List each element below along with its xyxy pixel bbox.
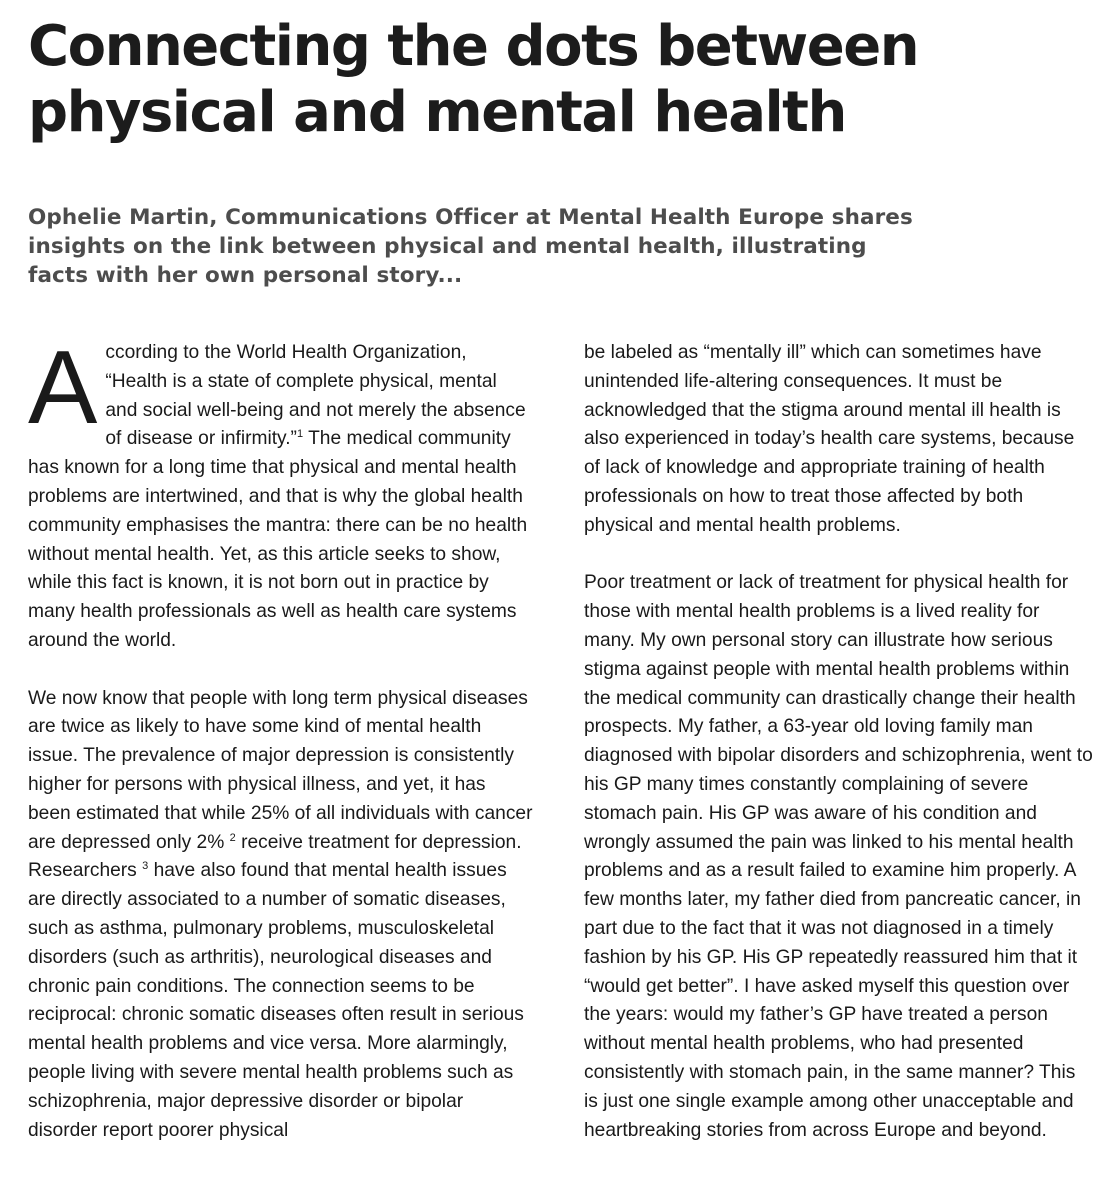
left-paragraph-2-text-c: have also found that mental health issues are directly associated to a number of somatic diseases, such as asthma, pulmonary problems, musculoskeletal disorders (such as arthritis), neurological diseases and chronic pain conditions. The connection seems to be reciprocal: chronic somatic diseases often result in serious mental health problems and vice versa. More alarmingly, people living with severe mental health problems such as schizophrenia, major depressive disorder or bipolar disorder report poorer physical: [28, 860, 524, 1141]
drop-cap: A: [28, 339, 98, 446]
right-paragraph-1: be labeled as “mentally ill” which can sometimes have unintended life-altering consequences. It must be acknowledged that the stigma around mental ill health is also experienced in today’s health care systems, because of lack of knowledge and appropriate training of health professionals on how to treat those affected by both physical and mental health problems.: [584, 342, 1075, 536]
right-paragraph-2: Poor treatment or lack of treatment for physical health for those with mental health problems is a lived reality for many. My own personal story can illustrate how serious stigma against people with mental health problems within the medical community can drastically change their health prospects. My father, a 63-year old loving family man diagnosed with bipolar disorders and schizophrenia, went to his GP many times constantly complaining of severe stomach pain. His GP was aware of his condition and wrongly assumed the pain was linked to his mental health problems and as a result failed to examine him properly. A few months later, my father died from pancreatic cancer, in part due to the fact that it was not diagnosed in a timely fashion by his GP. His GP repeatedly reassured him that it “would get better”. I have asked myself this question over the years: would my father’s GP have treated a person without mental health problems, who had presented consistently with stomach pain, in the same manner? This is just one single example among other unacceptable and heartbreaking stories from across Europe and beyond.: [584, 572, 1093, 1141]
article-subtitle: Ophelie Martin, Communications Officer at Mental Health Europe shares insights on the link between physical and mental health, illustrating facts with her own personal story...: [28, 205, 913, 288]
right-column: [584, 339, 1094, 1201]
footnote-ref-2: 2: [229, 831, 236, 844]
left-paragraph-1: [28, 339, 533, 656]
left-paragraph-1-text-b: The medical community has known for a long time that physical and mental health problems are intertwined, and that is why the global health community emphasises the mantra: there can be no health without mental health. Yet, as this article seeks to show, while this fact is known, it is not born out in practice by many health professionals as well as health care systems around the world.: [28, 428, 528, 651]
left-paragraph-2-text-b: receive treatment for depression. Researchers: [28, 831, 522, 882]
left-paragraph-1-text-a: ccording to the World Health Organization, “Health is a state of complete physical, mental and social well-being and not merely the absence of disease or infirmity.”: [105, 342, 526, 450]
footnote-ref-3: 3: [142, 860, 149, 873]
footnote-ref-1: 1: [296, 428, 304, 441]
left-column: [28, 339, 533, 1201]
left-paragraph-2-text-a: We now know that people with long term physical diseases are twice as likely to have some kind of mental health issue. The prevalence of major depression is consistently higher for persons with physical illness, and yet, it has been estimated that while 25% of all individuals with cancer are depressed only 2%: [28, 687, 533, 853]
article-title: Connecting the dots between physical and mental health: [28, 14, 919, 145]
left-paragraph-2: [28, 685, 533, 1146]
